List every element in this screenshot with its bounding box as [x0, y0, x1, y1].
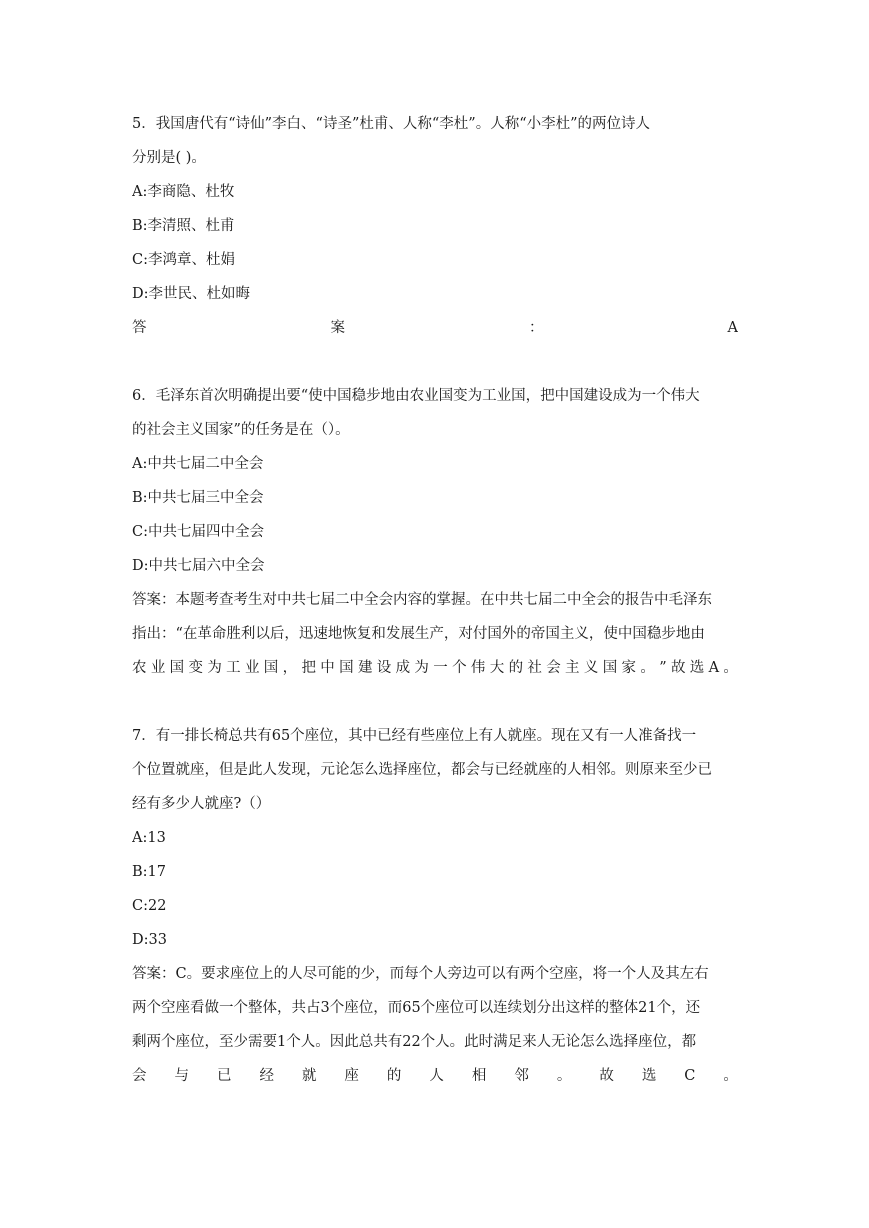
- answer-char: ”: [659, 660, 667, 676]
- answer-char: 就: [301, 1068, 317, 1084]
- question-stem-line: 7．有一排长椅总共有65个座位，其中已经有些座位上有人就座。现在又有一人准备找一: [132, 728, 697, 744]
- answer-char: 一: [433, 660, 448, 676]
- option-a: A:李商隐、杜牧: [132, 184, 235, 200]
- answer-char: 中: [320, 660, 335, 676]
- answer-char: 变: [188, 660, 203, 676]
- option-d: D:中共七届六中全会: [132, 558, 265, 574]
- answer-char: 邻: [514, 1068, 529, 1084]
- question-7: [132, 719, 738, 1093]
- answer-char: 主: [565, 660, 580, 676]
- answer-char: 的: [508, 660, 524, 676]
- answer-line: 答案：本题考查考生对中共七届二中全会内容的掌握。在中共七届二中全会的报告中毛泽东: [132, 592, 712, 608]
- answer-char: 案: [330, 320, 345, 336]
- answer-char: 工: [226, 660, 241, 676]
- answer-char: 国: [339, 660, 354, 676]
- answer-char: 的: [386, 1068, 402, 1084]
- question-5: [132, 107, 738, 345]
- answer-char: 大: [489, 660, 505, 676]
- answer-char: 与: [174, 1068, 189, 1084]
- answer-char: 设: [376, 660, 392, 676]
- answer-char: 选: [689, 660, 705, 676]
- answer-char: 。: [723, 1068, 738, 1084]
- answer-char: 建: [357, 660, 373, 676]
- option-a: A:中共七届二中全会: [132, 456, 264, 472]
- answer-char: A: [708, 660, 720, 676]
- answer-char: C: [684, 1068, 696, 1084]
- question-stem-line: 分别是( )。: [132, 150, 206, 166]
- answer-char: 国: [263, 660, 279, 676]
- spacer: [132, 685, 738, 719]
- option-d: D:33: [132, 932, 167, 948]
- answer-char: ：: [529, 320, 544, 336]
- answer-last-line: [132, 651, 738, 685]
- option-b: B:17: [132, 864, 166, 880]
- answer-last-line: [132, 1059, 738, 1093]
- option-d: D:李世民、杜如晦: [132, 286, 251, 302]
- question-stem-line: 个位置就座，但是此人发现，元论怎么选择座位，都会与已经就座的人相邻。则原来至少已: [132, 762, 712, 778]
- answer-char: 义: [583, 660, 599, 676]
- answer-char: 社: [527, 660, 542, 676]
- answer-char: 。: [723, 660, 738, 676]
- answer-line: [132, 311, 738, 345]
- answer-char: 家: [621, 660, 637, 676]
- option-b: B:李清照、杜甫: [132, 218, 235, 234]
- question-6: [132, 379, 738, 685]
- answer-char: 已: [216, 1068, 232, 1084]
- answer-char: 把: [301, 660, 316, 676]
- answer-char: 农: [132, 660, 147, 676]
- answer-char: 相: [471, 1068, 487, 1084]
- answer-char: 国: [602, 660, 618, 676]
- answer-char: 座: [344, 1068, 359, 1084]
- answer-char: 。: [640, 660, 655, 676]
- answer-char: 选: [641, 1068, 657, 1084]
- spacer: [132, 345, 738, 379]
- answer-char: 个: [452, 660, 467, 676]
- answer-char: 为: [207, 660, 222, 676]
- answer-char: 为: [414, 660, 429, 676]
- option-b: B:中共七届三中全会: [132, 490, 264, 506]
- option-c: C:中共七届四中全会: [132, 524, 264, 540]
- answer-char: 业: [150, 660, 166, 676]
- answer-char: 经: [259, 1068, 274, 1084]
- answer-line: 答案：C。要求座位上的人尽可能的少，而每个人旁边可以有两个空座，将一个人及其左右: [132, 966, 709, 982]
- answer-char: 人: [429, 1068, 444, 1084]
- option-c: C:22: [132, 898, 167, 914]
- document-page: [132, 107, 738, 1093]
- question-stem-line: 5．我国唐代有“诗仙”李白、“诗圣”杜甫、人称“李杜”。人称“小李杜”的两位诗人: [132, 116, 651, 132]
- option-a: A:13: [132, 830, 166, 846]
- answer-char: 会: [546, 660, 561, 676]
- answer-char: 。: [556, 1068, 572, 1084]
- answer-char: 故: [670, 660, 686, 676]
- answer-char: 国: [169, 660, 185, 676]
- option-c: C:李鸿章、杜娟: [132, 252, 235, 268]
- question-stem-line: 的社会主义国家”的任务是在（）。: [132, 422, 350, 438]
- answer-line: 两个空座看做一个整体，共占3个座位，而65个座位可以连续划分出这样的整体21个，还: [132, 1000, 701, 1016]
- answer-char: 业: [244, 660, 260, 676]
- answer-char: 故: [599, 1068, 614, 1084]
- answer-line: 剩两个座位，至少需要1个人。因此总共有22个人。此时满足来人无论怎么选择座位，都: [132, 1034, 697, 1050]
- answer-char: ，: [282, 660, 298, 676]
- question-stem-line: 经有多少人就座?（）: [132, 796, 271, 812]
- answer-char: A: [727, 320, 738, 336]
- answer-line: 指出：“在革命胜利以后，迅速地恢复和发展生产，对付国外的帝国主义，使中国稳步地由: [132, 626, 705, 642]
- question-stem-line: 6．毛泽东首次明确提出要“使中国稳步地由农业国变为工业国，把中国建设成为一个伟大: [132, 388, 700, 404]
- answer-char: 伟: [470, 660, 486, 676]
- answer-char: 会: [132, 1068, 147, 1084]
- answer-char: 成: [395, 660, 411, 676]
- answer-char: 答: [132, 320, 147, 336]
